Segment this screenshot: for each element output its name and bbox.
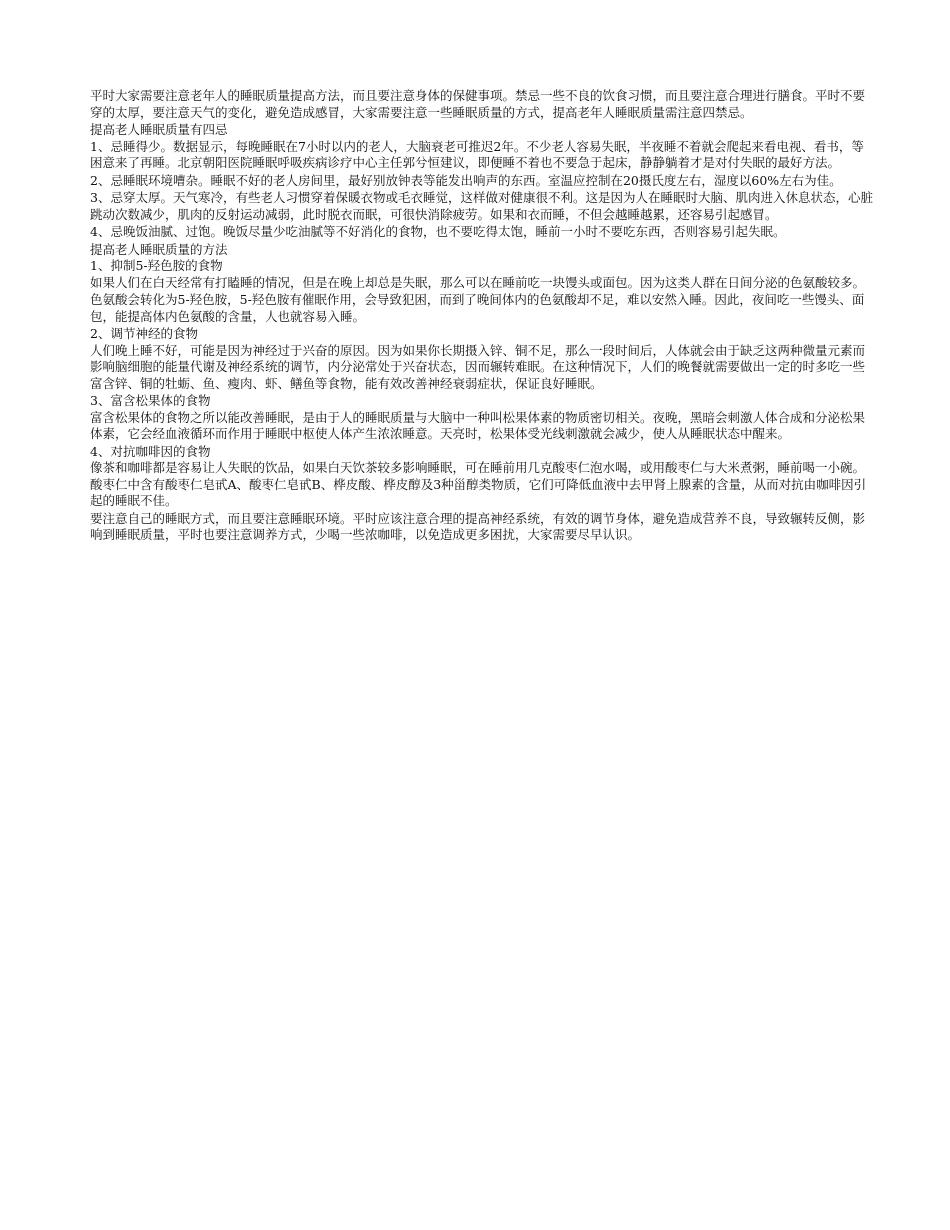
- section-title-methods: 提高老人睡眠质量的方法: [90, 241, 228, 257]
- taboo-2-paragraph: 2、忌睡眠环境嘈杂。睡眠不好的老人房间里，最好别放钟表等能发出响声的东西。室温应控制在20摄氏度左右，湿度以60%左右为佳。: [90, 172, 842, 188]
- method-1-paragraph-2: 色氨酸会转化为5-羟色胺，5-羟色胺有催眠作用，会导致犯困，而到了晚间体内的色氨酸却不足，难以安然入睡。因此，夜间吃一些馒头、面包，能提高体内色氨酸的含量，人也就容易入睡。: [90, 292, 865, 324]
- method-1-title: 1、抑制5-羟色胺的食物: [90, 258, 223, 273]
- taboo-1-paragraph: 1、忌睡得少。数据显示，每晚睡眠在7小时以内的老人，大脑衰老可推迟2年。不少老人容易失眠，半夜睡不着就会爬起来看电视、看书，等困意来了再睡。北京朝阳医院睡眠呼吸疾病诊疗中心主任郭兮恒建议，即便睡不着也不要急于起床，静静躺着才是对付失眠的最好方法。: [90, 138, 864, 170]
- document-body: [90, 88, 875, 545]
- method-3-paragraph-1: 富含松果体的食物之所以能改善睡眠，是由于人的睡眠质量与大脑中一种叫松果体素的物质密切相关。夜晚，黑暗会刺激人体合成和分泌松果体素，它会经血液循环而作用于睡眠中枢使人体产生浓浓睡意。天亮时，松果体受光线刺激就会减少，使人从睡眠状态中醒来。: [90, 409, 866, 441]
- section-title-taboos: 提高老人睡眠质量有四忌: [90, 122, 228, 137]
- method-3-title: 3、富含松果体的食物: [90, 393, 211, 408]
- method-1-paragraph-1: 如果人们在白天经常有打瞌睡的情况，但是在晚上却总是失眠，那么可以在睡前吃一块馒头或面包。因为这类人群在日间分泌的色氨酸较多。: [90, 274, 866, 290]
- intro-paragraph: 平时大家需要注意老年人的睡眠质量提高方法，而且要注意身体的保健事项。禁忌一些不良的饮食习惯，而且要注意合理进行膳食。平时不要穿的太厚，要注意天气的变化，避免造成感冒，大家需要注意一些睡眠质量的方式，提高老年人睡眠质量需注意四禁忌。: [90, 88, 866, 120]
- method-2-title: 2、调节神经的食物: [90, 326, 198, 341]
- method-4-title: 4、对抗咖啡因的食物: [90, 443, 211, 459]
- method-4-paragraph-1: 像茶和咖啡都是容易让人失眠的饮品，如果白天饮茶较多影响睡眠，可在睡前用几克酸枣仁泡水喝，或用酸枣仁与大米煮粥，睡前喝一小碗。酸枣仁中含有酸枣仁皂甙A、酸枣仁皂甙B、桦皮酸、桦皮醇及3种甾醇类物质，它们可降低血液中去甲肾上腺素的含量，从而对抗由咖啡因引起的睡眠不佳。: [90, 460, 867, 508]
- method-2-paragraph-1: 人们晚上睡不好，可能是因为神经过于兴奋的原因。因为如果你长期摄入锌、铜不足，那么一段时间后，人体就会由于缺乏这两种微量元素而影响脑细胞的能量代谢及神经系统的调节，内分泌常处于兴奋状态，因而辗转难眠。在这种情况下，人们的晚餐就需要做出一定的时多吃一些富含锌、铜的牡蛎、鱼、瘦肉、虾、鳝鱼等食物，能有效改善神经衰弱症状，保证良好睡眠。: [90, 342, 866, 391]
- conclusion-paragraph: 要注意自己的睡眠方式，而且要注意睡眠环境。平时应该注意合理的提高神经系统，有效的调节身体，避免造成营养不良，导致辗转反侧，影响到睡眠质量，平时也要注意调养方式，少喝一些浓咖啡，以免造成更多困扰，大家需要尽早认识。: [90, 510, 866, 542]
- taboo-3-paragraph: 3、忌穿太厚。天气寒冷，有些老人习惯穿着保暖衣物或毛衣睡觉，这样做对健康很不利。这是因为人在睡眠时大脑、肌肉进入休息状态，心脏跳动次数减少，肌肉的反射运动减弱，此时脱衣而眠，可很快消除疲劳。如果和衣而睡，不但会越睡越累，还容易引起感冒。: [90, 190, 873, 222]
- taboo-4-paragraph: 4、忌晚饭油腻、过饱。晚饭尽量少吃油腻等不好消化的食物，也不要吃得太饱，睡前一小时不要吃东西，否则容易引起失眠。: [90, 224, 786, 239]
